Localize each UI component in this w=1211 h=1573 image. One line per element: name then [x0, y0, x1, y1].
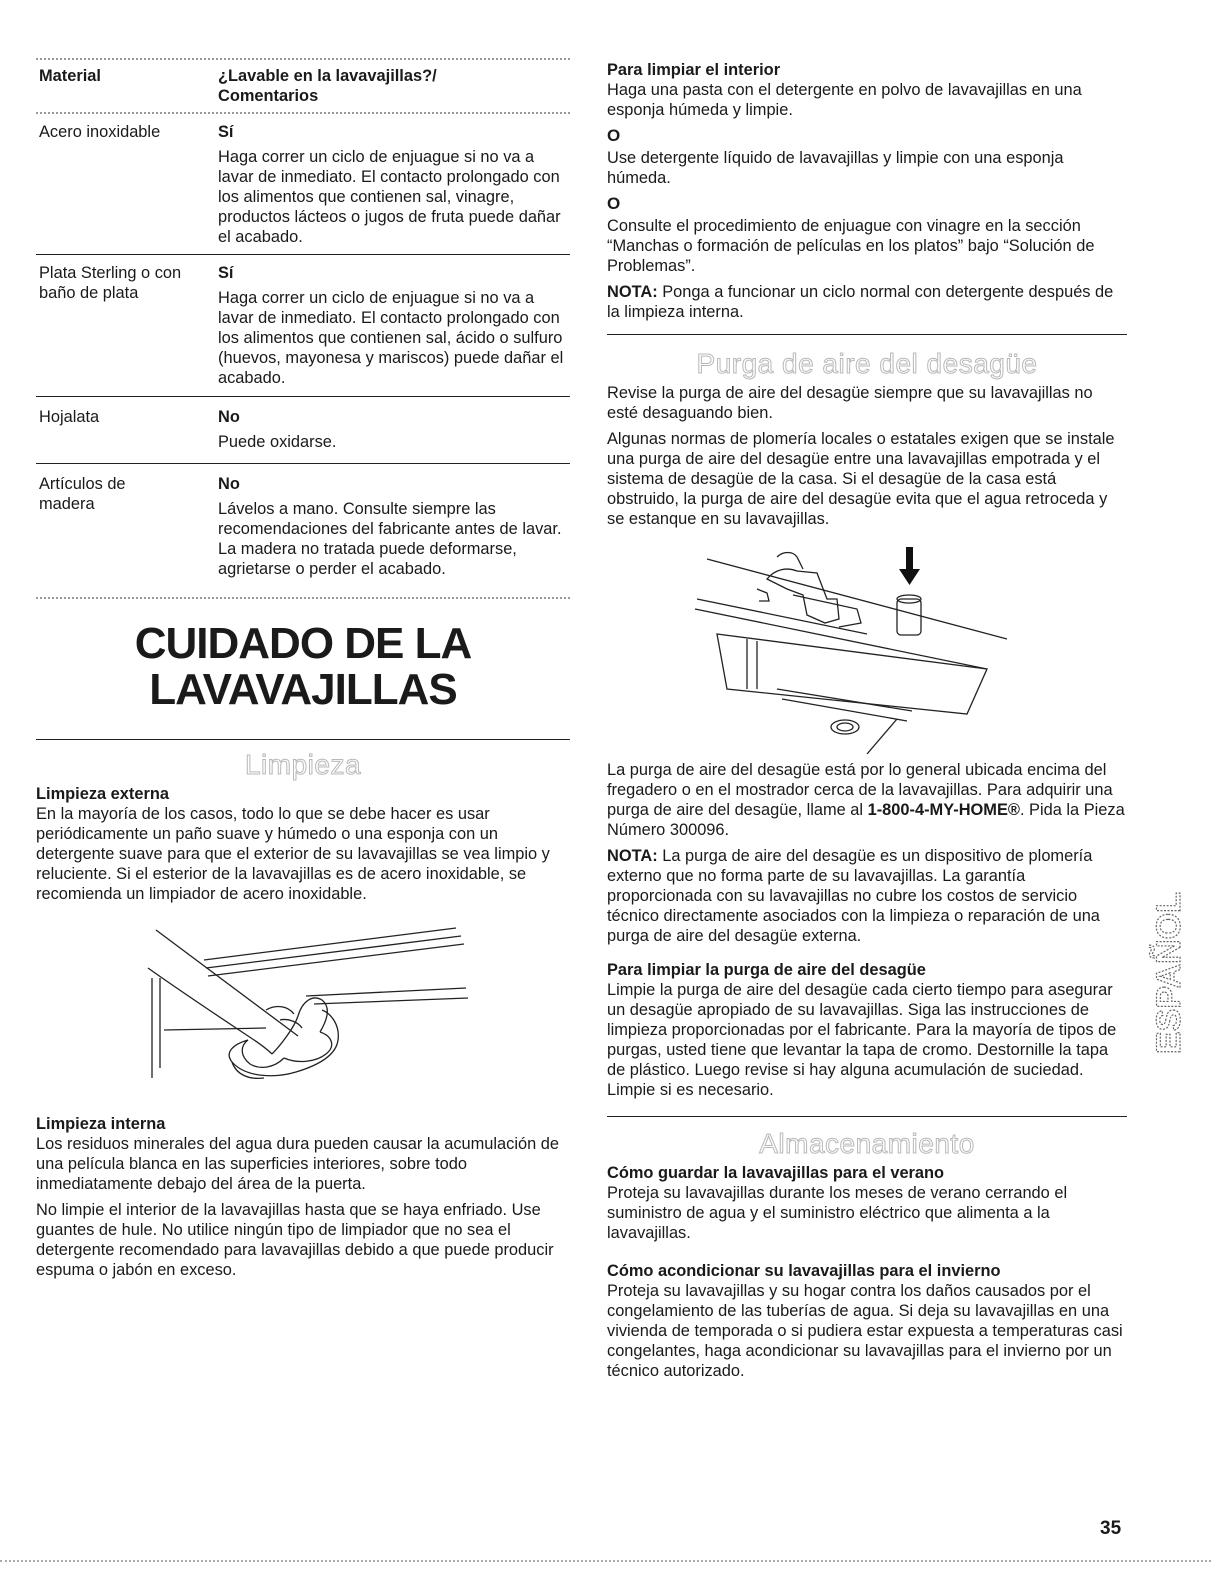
purga-clean-heading: Para limpiar la purga de aire del desagüe	[607, 961, 926, 979]
main-title-line2: LAVAVAJILLAS	[149, 665, 457, 714]
air-gap-icon	[607, 539, 1127, 754]
table-row	[36, 474, 570, 579]
section-rule	[36, 739, 570, 740]
table-cell-material: Artículos de madera	[39, 475, 126, 513]
table-row-rule	[36, 463, 570, 464]
section-rule	[607, 334, 1127, 335]
phone-number: 1-800-4-MY-HOME®	[867, 801, 1020, 819]
table-row-rule	[36, 396, 570, 397]
section-rule	[607, 1116, 1127, 1117]
section-title-limpieza: Limpieza	[244, 749, 362, 780]
interior-note	[607, 282, 1127, 322]
table-header	[36, 66, 570, 106]
or-label: O	[607, 126, 621, 145]
purga-text-3	[607, 760, 1127, 840]
table-cell-comment: Puede oxidarse.	[218, 433, 337, 451]
note-label: NOTA:	[607, 283, 658, 301]
limpieza-externa-heading: Limpieza externa	[36, 785, 169, 803]
note-text: Ponga a funcionar un ciclo normal con detergente después de la limpieza interna.	[607, 283, 1114, 321]
table-cell-comment: Haga correr un ciclo de enjuague si no va a lavar de inmediato. El contacto prolongado con los alimentos que contienen sal, ácido o sulfuro (huevos, mayonesa y mariscos) puede dañar el acabado.	[218, 289, 564, 387]
language-side-tab-label: ESPAÑOL	[1150, 892, 1188, 1054]
table-cell-comment: Haga correr un ciclo de enjuague si no va a lavar de inmediato. El contacto prolongado con los alimentos que contienen sal, vinagre, productos lácteos o jugos de fruta puede dañar el acabado.	[218, 148, 561, 246]
section-title-almacenamiento: Almacenamiento	[759, 1128, 975, 1159]
note-label: NOTA:	[607, 847, 658, 865]
table-header-material: Material	[39, 67, 101, 85]
table-header-rule	[36, 112, 570, 114]
interior-text-1: Haga una pasta con el detergente en polvo de lavavajillas en una esponja húmeda y limpie.	[607, 81, 1082, 119]
purga-text-2: Algunas normas de plomería locales o estatales exigen que se instale una purga de aire del desagüe entre una lavavajillas empotrada y el sistema de desagüe de la casa. Si el desagüe de la casa está obstruido, la purga de aire del desagüe evita que el agua retroceda y se estanque en su lavavajillas.	[607, 430, 1115, 528]
purga-clean-text: Limpie la purga de aire del desagüe cada cierto tiempo para asegurar un desagüe apropiado de su lavavajillas. Siga las instrucciones de limpieza proporcionadas por el fabricante. Para la mayoría de tipos de purgas, usted tiene que levantar la tapa de cromo. Destornille la tapa de plástico. Luego revise si hay alguna acumulación de suciedad. Limpie si es necesario.	[607, 981, 1117, 1099]
language-side-tab	[1148, 818, 1190, 1058]
table-bottom-rule	[36, 597, 570, 599]
interior-text-3: Consulte el procedimiento de enjuague con vinagre en la sección “Manchas o formación de películas en los platos” bajo “Solución de Problemas”.	[607, 217, 1095, 275]
right-column	[607, 60, 1127, 1381]
interior-heading: Para limpiar el interior	[607, 61, 781, 79]
table-cell-answer: No	[218, 475, 240, 493]
section-title-purga: Purga de aire del desagüe	[696, 348, 1038, 379]
table-cell-material: Acero inoxidable	[39, 123, 161, 141]
table-cell-material: Plata Sterling o con baño de plata	[39, 264, 182, 302]
limpieza-interna-text-1: Los residuos minerales del agua dura pueden causar la acumulación de una película blanca en las superficies interiores, sobre todo inmediatamente debajo del área de la puerta.	[36, 1135, 560, 1193]
hand-wiping-icon	[36, 918, 570, 1108]
limpieza-externa-text: En la mayoría de los casos, todo lo que se debe hacer es usar periódicamente un paño suave y húmedo o una esponja con un detergente suave para que el exterior de su lavavajillas se vea limpio y reluciente. Si el esterior de la lavavajillas es de acero inoxidable, se recomienda un limpiador de acero inoxidable.	[36, 805, 550, 903]
wiping-illustration	[36, 918, 570, 1108]
bottom-rule	[0, 1560, 1211, 1562]
invierno-heading: Cómo acondicionar su lavavajillas para el invierno	[607, 1262, 1001, 1280]
purga-note	[607, 846, 1127, 946]
invierno-text: Proteja su lavavajillas y su hogar contra los daños causados por el congelamiento de las tuberías de agua. Si deja su lavavajillas en una vivienda de temporada o si pudiera estar expuesta a temperaturas casi congelantes, haga acondicionar su lavavajillas para el invierno por un técnico autorizado.	[607, 1282, 1123, 1380]
table-cell-answer: No	[218, 408, 240, 426]
note-text: La purga de aire del desagüe es un dispositivo de plomería externo que no forma parte de su lavavajillas. La garantía proporcionada con su lavavajillas no cubre los costos de servicio técnico directamente asociados con la limpieza o reparación de una purga de aire del desagüe externa.	[607, 847, 1100, 945]
left-column	[36, 58, 570, 1280]
table-top-rule	[36, 58, 570, 60]
interior-text-2: Use detergente líquido de lavavajillas y limpie con una esponja húmeda.	[607, 149, 1064, 187]
table-row	[36, 407, 570, 452]
table-row	[36, 122, 570, 247]
table-cell-comment: Lávelos a mano. Consulte siempre las recomendaciones del fabricante antes de lavar. La madera no tratada puede deformarse, agrietarse o perder el acabado.	[218, 500, 562, 578]
or-label: O	[607, 194, 621, 213]
main-title	[36, 621, 570, 713]
table-row-rule	[36, 254, 570, 255]
air-gap-illustration	[607, 539, 1127, 754]
table-cell-answer: Sí	[218, 123, 234, 141]
table-cell-material: Hojalata	[39, 408, 100, 426]
table-header-comments: ¿Lavable en la lavavajillas?/ Comentarios	[218, 67, 437, 105]
language-side-tab-graphic	[1148, 818, 1190, 1058]
purga-text-3a: La purga de aire del desagüe está por lo general ubicada encima del fregadero o en el mostrador cerca de la lavavajillas. Para adquirir una purga de aire del desagüe, llame al	[607, 761, 1113, 819]
table-row	[36, 263, 570, 388]
verano-heading: Cómo guardar la lavavajillas para el verano	[607, 1164, 945, 1182]
table-cell-answer: Sí	[218, 264, 234, 282]
verano-text: Proteja su lavavajillas durante los meses de verano cerrando el suministro de agua y el suministro eléctrico que alimenta a la lavavajillas.	[607, 1184, 1068, 1242]
limpieza-interna-heading: Limpieza interna	[36, 1115, 166, 1133]
main-title-line1: CUIDADO DE LA	[134, 619, 472, 668]
limpieza-interna-text-2: No limpie el interior de la lavavajillas hasta que se haya enfriado. Use guantes de hule. No utilice ningún tipo de limpiador que no sea el detergente recomendado para lavavajillas debido a que puede producir espuma o jabón en exceso.	[36, 1201, 554, 1279]
page-number: 35	[1100, 1518, 1122, 1539]
purga-text-1: Revise la purga de aire del desagüe siempre que su lavavajillas no esté desaguando bien.	[607, 384, 1093, 422]
purga-text-3b: . Pida la Pieza Número 300096.	[607, 801, 1125, 839]
